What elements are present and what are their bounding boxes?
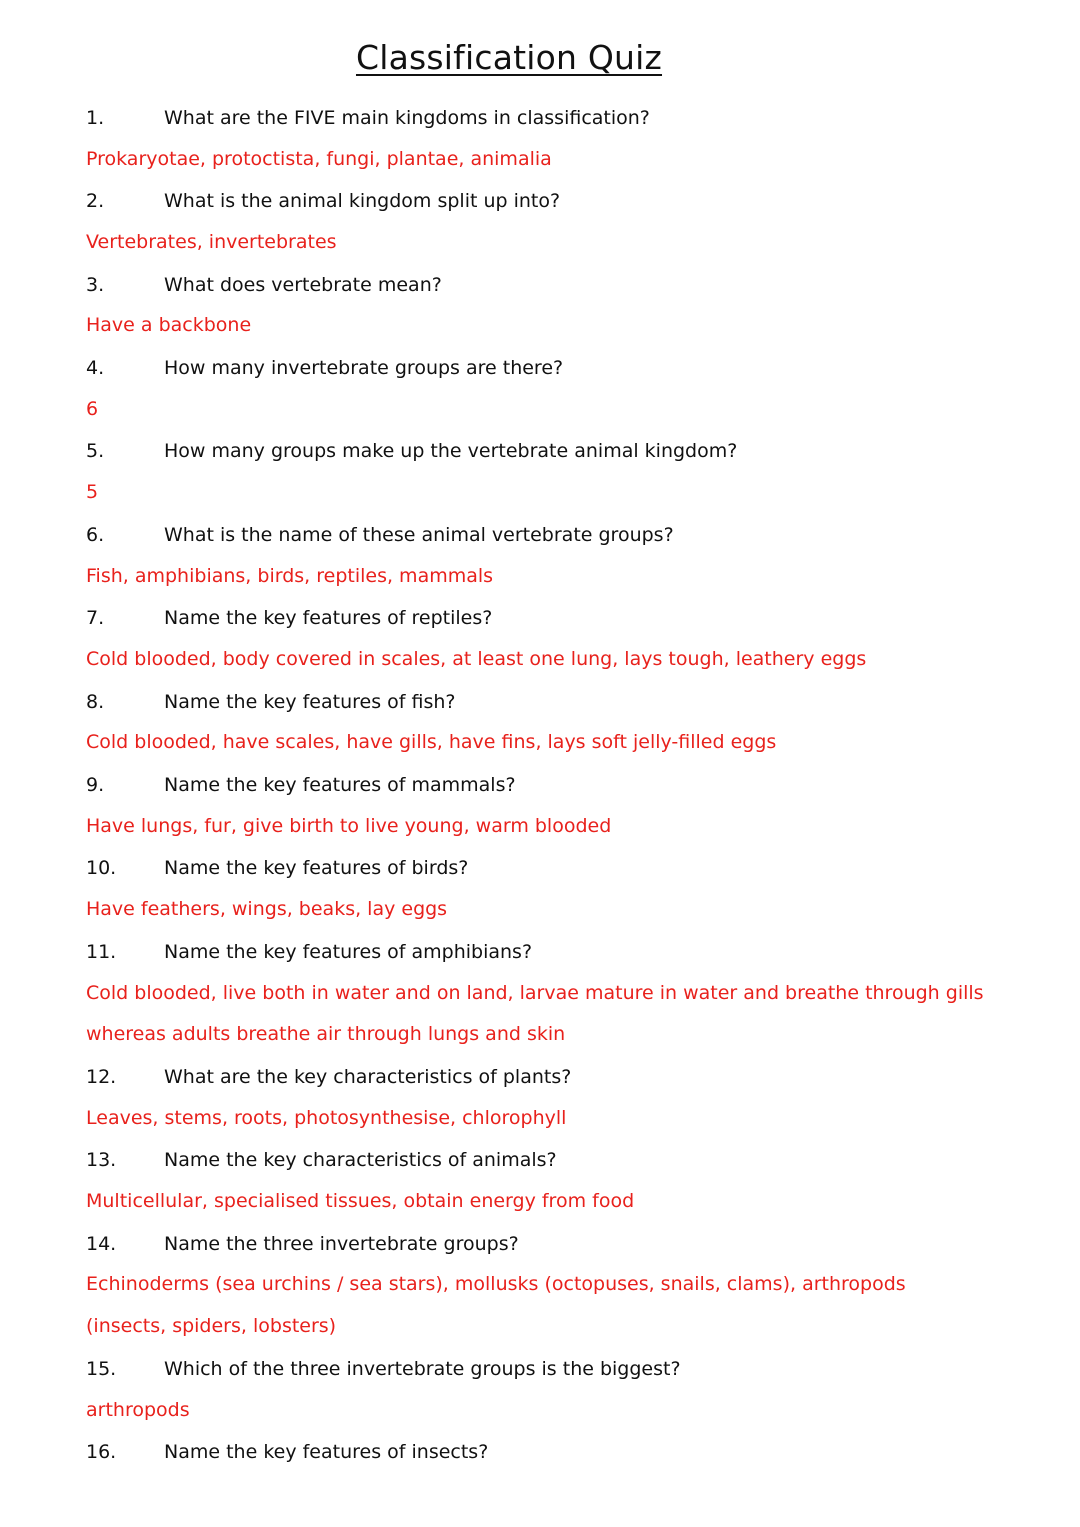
question-row [86, 931, 986, 973]
answer-text: Multicellular, specialised tissues, obtain energy from food [86, 1190, 635, 1213]
question-row [86, 1223, 986, 1265]
question-number: 7. [86, 607, 105, 630]
question-number: 16. [86, 1441, 117, 1464]
question-text: Name the key features of fish? [164, 690, 456, 713]
question-row [86, 1139, 986, 1181]
question-text: What is the name of these animal vertebrate groups? [164, 523, 674, 546]
question-text: Name the three invertebrate groups? [164, 1232, 519, 1255]
question-text: Name the key features of mammals? [164, 773, 516, 796]
question-text: What are the FIVE main kingdoms in classification? [164, 106, 650, 129]
answer-text: Cold blooded, have scales, have gills, have fins, lays soft jelly-filled eggs [86, 731, 777, 754]
answer-text: Have feathers, wings, beaks, lay eggs [86, 898, 448, 921]
question-number: 10. [86, 857, 117, 880]
question-text: Name the key features of amphibians? [164, 940, 533, 963]
answer-text: Vertebrates, invertebrates [86, 231, 337, 254]
answer-text: Prokaryotae, protoctista, fungi, plantae, animalia [86, 147, 552, 170]
question-number: 6. [86, 523, 105, 546]
question-text: Name the key features of insects? [164, 1441, 489, 1464]
question-number: 9. [86, 773, 105, 796]
answer-text: Fish, amphibians, birds, reptiles, mammals [86, 564, 494, 587]
question-row [86, 1431, 986, 1473]
question-number: 11. [86, 940, 117, 963]
question-row [86, 1056, 986, 1098]
question-number: 12. [86, 1065, 117, 1088]
page-title-text: Classification Quiz [355, 38, 663, 77]
question-row [86, 681, 986, 723]
page-title [0, 36, 1018, 80]
answer-text: Cold blooded, body covered in scales, at least one lung, lays tough, leathery eggs [86, 648, 867, 671]
answer-text: arthropods [86, 1398, 190, 1421]
question-text: Which of the three invertebrate groups is the biggest? [164, 1357, 681, 1380]
answer-text: Have lungs, fur, give birth to live young, warm blooded [86, 814, 612, 837]
question-text: How many groups make up the vertebrate animal kingdom? [164, 440, 738, 463]
question-text: How many invertebrate groups are there? [164, 357, 564, 380]
question-text: Name the key characteristics of animals? [164, 1149, 557, 1172]
answer-text: Have a backbone [86, 314, 252, 337]
question-row [86, 431, 986, 473]
answer-text: Echinoderms (sea urchins / sea stars), mollusks (octopuses, snails, clams), arthropods (insects, spiders, lobsters) [86, 1273, 906, 1338]
question-row [86, 514, 986, 556]
question-row [86, 180, 986, 222]
question-row [86, 848, 986, 890]
question-number: 13. [86, 1149, 117, 1172]
question-row [86, 264, 986, 306]
question-text: Name the key features of reptiles? [164, 607, 493, 630]
question-row [86, 97, 986, 139]
question-number: 4. [86, 357, 105, 380]
question-number: 14. [86, 1232, 117, 1255]
question-text: What are the key characteristics of plants? [164, 1065, 572, 1088]
question-number: 2. [86, 190, 105, 213]
question-text: Name the key features of birds? [164, 857, 469, 880]
question-number: 1. [86, 106, 105, 129]
question-text: What does vertebrate mean? [164, 273, 442, 296]
question-number: 3. [86, 273, 105, 296]
question-row [86, 347, 986, 389]
answer-text: Leaves, stems, roots, photosynthesise, chlorophyll [86, 1106, 567, 1129]
question-number: 8. [86, 690, 105, 713]
question-text: What is the animal kingdom split up into? [164, 190, 561, 213]
question-row [86, 1348, 986, 1390]
question-number: 15. [86, 1357, 117, 1380]
answer-text: Cold blooded, live both in water and on land, larvae mature in water and breathe through gills whereas adults breathe air through lungs and skin [86, 981, 984, 1046]
question-row [86, 764, 986, 806]
quiz-list [86, 97, 986, 1473]
question-row [86, 597, 986, 639]
answer-text: 6 [86, 397, 99, 420]
answer-text: 5 [86, 481, 99, 504]
question-number: 5. [86, 440, 105, 463]
